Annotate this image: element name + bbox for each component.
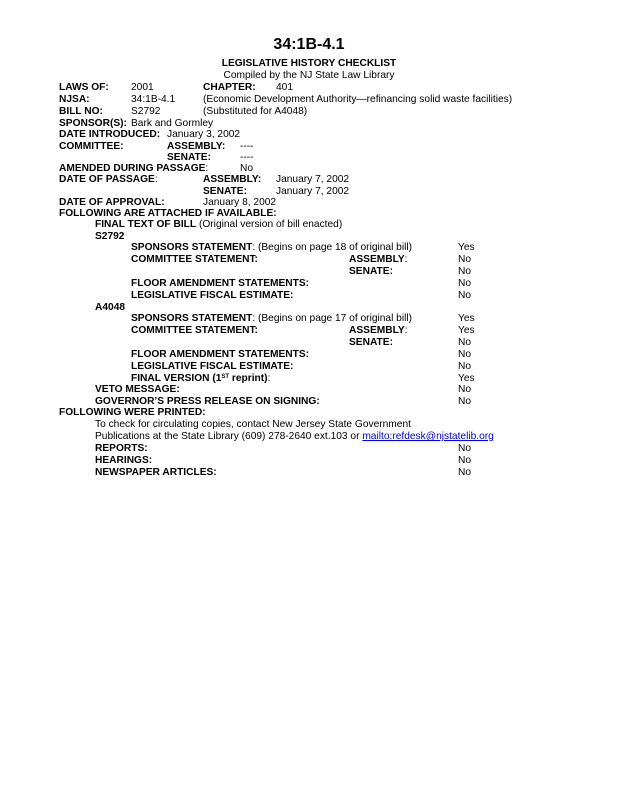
s2792-sponsors-statement <box>131 242 412 253</box>
s2792-committee-assembly: ASSEMBLY: <box>349 254 408 265</box>
chapter-value: 401 <box>276 82 293 93</box>
a4048-final-version-value: Yes <box>458 373 475 384</box>
amended-row: AMENDED DURING PASSAGE: <box>59 163 209 174</box>
s2792-committee-statement-label: COMMITTEE STATEMENT: <box>131 254 258 265</box>
a4048-sponsors-statement-label: SPONSORS STATEMENT <box>131 313 253 324</box>
passage-senate-value: January 7, 2002 <box>276 186 350 197</box>
page-title: 34:1B-4.1 <box>273 36 345 53</box>
a4048-fiscal-label: LEGISLATIVE FISCAL ESTIMATE: <box>131 361 294 372</box>
passage-assembly <box>203 174 261 185</box>
laws-of-label: LAWS OF: <box>59 82 109 93</box>
news-label: NEWSPAPER ARTICLES: <box>95 467 217 478</box>
page-subtitle: LEGISLATIVE HISTORY CHECKLIST <box>221 58 397 69</box>
hearings-label: HEARINGS: <box>95 455 153 466</box>
hearings-value: No <box>458 455 472 466</box>
date-introduced-label: DATE INTRODUCED: <box>59 129 161 140</box>
passage-assembly-value: January 7, 2002 <box>276 174 350 185</box>
veto-value: No <box>458 384 472 395</box>
sponsors-value: Bark and Gormley <box>131 118 214 129</box>
compiled-by: Compiled by the NJ State Law Library <box>223 70 395 81</box>
bill-no-note: (Substituted for A4048) <box>203 106 308 117</box>
s2792-label: S2792 <box>95 231 125 242</box>
printed-line-2 <box>95 431 494 442</box>
a4048-committee-statement-label: COMMITTEE STATEMENT: <box>131 325 258 336</box>
attached-heading: FOLLOWING ARE ATTACHED IF AVAILABLE: <box>59 208 277 219</box>
a4048-committee-assembly-label: ASSEMBLY <box>349 325 405 336</box>
printed-line-2-text: Publications at the State Library (609) 278-2640 ext.103 or <box>95 431 363 442</box>
njsa-description: (Economic Development Authority—refinancing solid waste facilities) <box>203 94 513 105</box>
s2792-committee-assembly-value: No <box>458 254 472 265</box>
a4048-committee-assembly: ASSEMBLY: <box>349 325 408 336</box>
committee-label: COMMITTEE: <box>59 141 124 152</box>
passage-senate-label: SENATE: <box>203 186 247 197</box>
date-introduced-value: January 3, 2002 <box>167 129 241 140</box>
email-link[interactable]: mailto:refdesk@njstatelib.org <box>362 431 494 442</box>
a4048-label: A4048 <box>95 302 126 313</box>
a4048-floor-value: No <box>458 349 472 360</box>
s2792-committee-assembly-label: ASSEMBLY <box>349 254 405 265</box>
amended-value: No <box>240 163 254 174</box>
a4048-sponsors-statement-note: : (Begins on page 17 of original bill) <box>252 313 413 324</box>
press-value: No <box>458 396 472 407</box>
s2792-committee-senate-value: No <box>458 266 472 277</box>
passage-row: DATE OF PASSAGE: <box>59 174 158 185</box>
s2792-fiscal-label: LEGISLATIVE FISCAL ESTIMATE: <box>131 290 294 301</box>
a4048-final-version-label-a: FINAL VERSION (1 <box>131 373 222 384</box>
a4048-final-version: FINAL VERSION (1ST reprint): <box>131 373 271 384</box>
veto-label: VETO MESSAGE: <box>95 384 180 395</box>
s2792-sponsors-statement-value: Yes <box>458 242 475 253</box>
a4048-sponsors-statement-value: Yes <box>458 313 475 324</box>
a4048-committee-senate-label: SENATE: <box>349 337 393 348</box>
njsa-value: 34:1B-4.1 <box>131 94 176 105</box>
amended-label: AMENDED DURING PASSAGE <box>59 163 206 174</box>
s2792-floor-value: No <box>458 278 472 289</box>
final-text-row <box>95 219 342 230</box>
s2792-floor-label: FLOOR AMENDMENT STATEMENTS: <box>131 278 310 289</box>
s2792-committee-senate-label: SENATE: <box>349 266 393 277</box>
final-text-note: (Original version of bill enacted) <box>198 219 343 230</box>
reports-label: REPORTS: <box>95 443 148 454</box>
laws-of-value: 2001 <box>131 82 154 93</box>
a4048-committee-assembly-value: Yes <box>458 325 475 336</box>
a4048-final-version-label-b: reprint) <box>229 373 268 384</box>
approval-label: DATE OF APPROVAL: <box>59 197 165 208</box>
printed-heading: FOLLOWING WERE PRINTED: <box>59 407 206 418</box>
a4048-final-version-sup: ST <box>221 374 230 380</box>
committee-senate-label: SENATE: <box>167 152 211 163</box>
a4048-committee-senate-value: No <box>458 337 472 348</box>
final-text-label: FINAL TEXT OF BILL <box>95 219 197 230</box>
passage-assembly-label: ASSEMBLY: <box>203 174 262 185</box>
committee-assembly-label: ASSEMBLY: <box>167 141 226 152</box>
a4048-fiscal-value: No <box>458 361 472 372</box>
s2792-sponsors-statement-note: : (Begins on page 18 of original bill) <box>252 242 413 253</box>
a4048-floor-label: FLOOR AMENDMENT STATEMENTS: <box>131 349 310 360</box>
bill-no-label: BILL NO: <box>59 106 103 117</box>
sponsors-label: SPONSOR(S): <box>59 118 127 129</box>
s2792-fiscal-value: No <box>458 290 472 301</box>
chapter-label: CHAPTER: <box>203 82 256 93</box>
news-value: No <box>458 467 472 478</box>
s2792-sponsors-statement-label: SPONSORS STATEMENT <box>131 242 253 253</box>
passage-label: DATE OF PASSAGE <box>59 174 155 185</box>
reports-value: No <box>458 443 472 454</box>
press-label: GOVERNOR’S PRESS RELEASE ON SIGNING: <box>95 396 320 407</box>
njsa-label: NJSA: <box>59 94 90 105</box>
printed-line-1: To check for circulating copies, contact New Jersey State Government <box>95 419 411 430</box>
bill-no-value: S2792 <box>131 106 161 117</box>
approval-value: January 8, 2002 <box>203 197 277 208</box>
committee-assembly-value: ---- <box>240 141 254 152</box>
a4048-sponsors-statement <box>131 313 412 324</box>
committee-senate-value: ---- <box>240 152 254 163</box>
